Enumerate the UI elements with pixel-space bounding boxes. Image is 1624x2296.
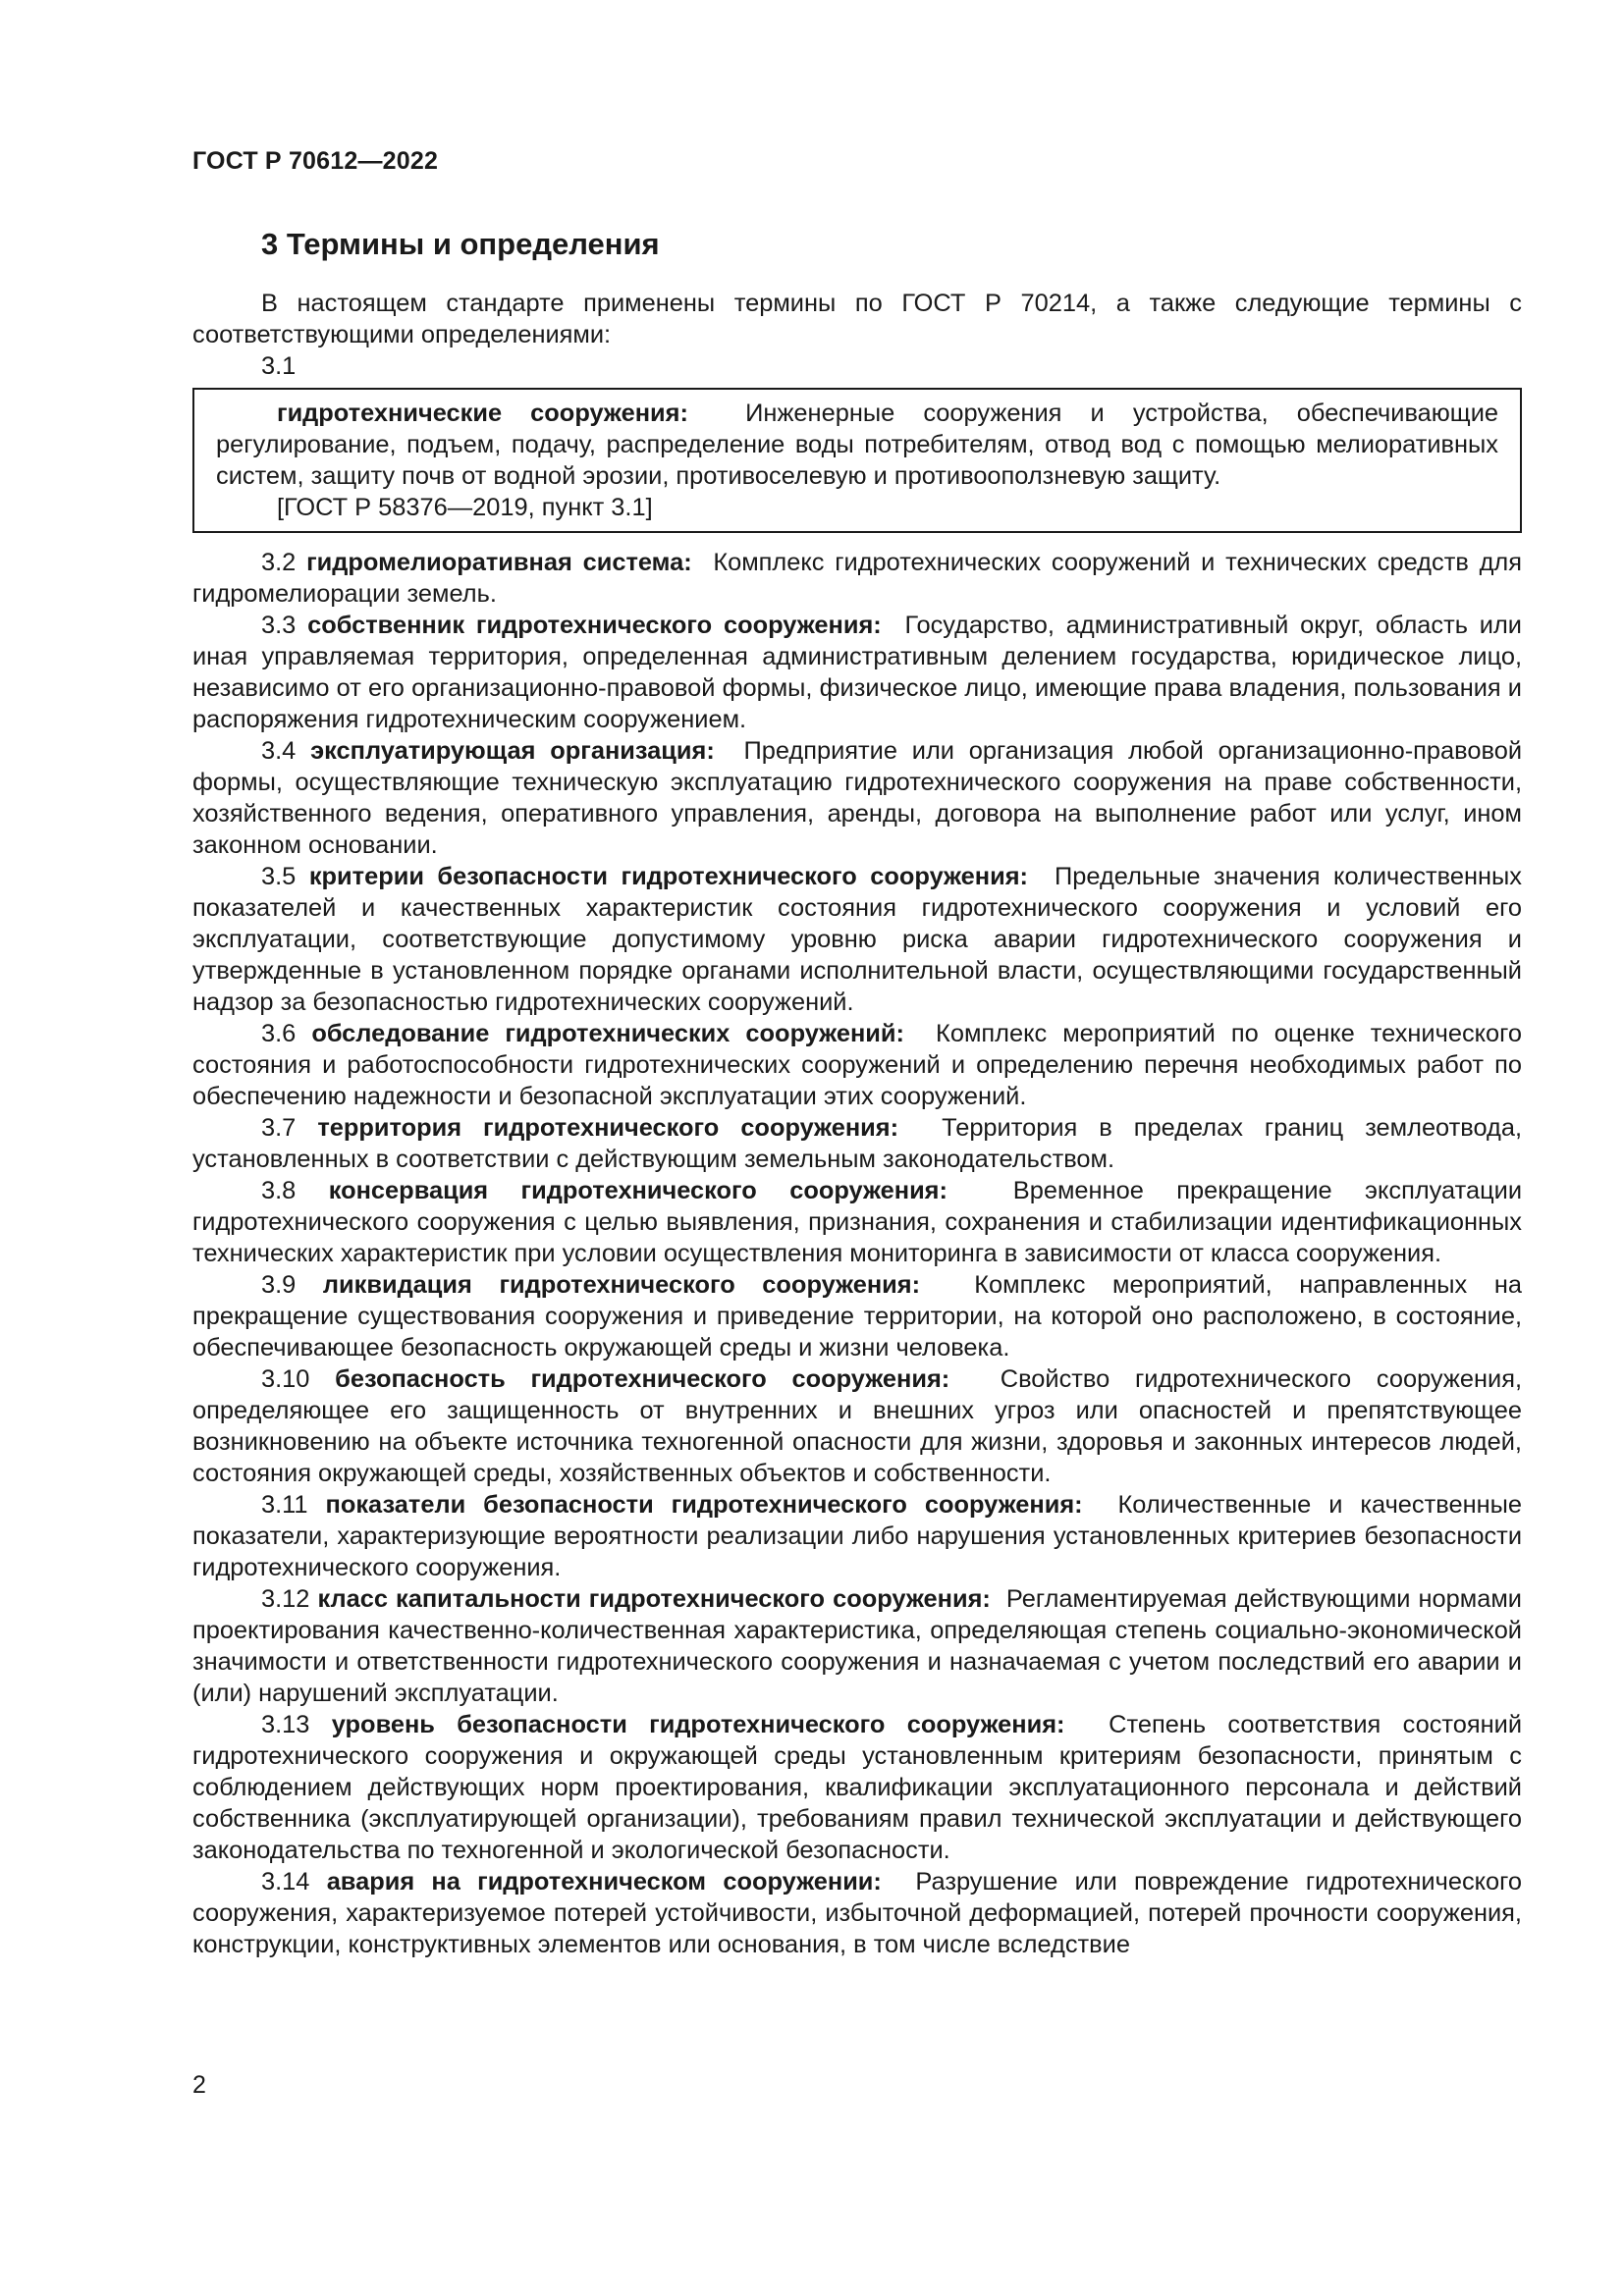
term-label: безопасность гидротехнического сооружения: (335, 1365, 950, 1393)
term-label: обследование гидротехнических сооружений: (311, 1020, 904, 1047)
section-title: 3 Термины и определения (261, 227, 660, 261)
term-number: 3.10 (261, 1365, 310, 1393)
term-number: 3.14 (261, 1868, 310, 1896)
term-entry (192, 1363, 1522, 1489)
term-definition: Разрушение или повреждение гидротехнического сооружения, характеризуемое потерей устойчивости, избыточной деформацией, потерей прочности сооружения, конструкции, конструктивных элементов или основания, в том числе вследствие (192, 1868, 1522, 1958)
term-entry (192, 861, 1522, 1018)
term-entry (192, 1709, 1522, 1866)
term-definition: Государство, административный округ, область или иная управляемая территория, определенная административным делением государства, юридическое лицо, независимо от его организационно-правовой формы, физическое лицо, имеющие права владения, пользования и распоряжения гидротехническим сооружением. (192, 612, 1522, 733)
term-entry (192, 1018, 1522, 1112)
term-definition: Комплекс гидротехнических сооружений и технических средств для гидромелиорации земель. (192, 549, 1522, 608)
term-entry (192, 1175, 1522, 1269)
term-number: 3.7 (261, 1114, 297, 1142)
term-label: показатели безопасности гидротехнического сооружения: (325, 1491, 1083, 1519)
term-number: 3.11 (261, 1491, 308, 1519)
term-entry (192, 1269, 1522, 1363)
term-number: 3.13 (261, 1711, 310, 1738)
term-number: 3.12 (261, 1585, 310, 1613)
framed-term-paragraph (216, 398, 1498, 492)
term-number: 3.6 (261, 1020, 297, 1047)
term-entry (192, 1583, 1522, 1709)
term-definition: Комплекс мероприятий, направленных на прекращение существования сооружения и приведение территории, на которой оно расположено, в состояние, обеспечивающее безопасность окружающей среды и жизни человека. (192, 1271, 1522, 1362)
term-definition: Территория в пределах границ землеотвода, установленных в соответствии с действующим земельным законодательством. (192, 1114, 1523, 1173)
term-entry (192, 735, 1522, 861)
term-definition: Инженерные сооружения и устройства, обеспечивающие регулирование, подъем, подачу, распределение воды потребителям, отвод вод с помощью мелиоративных систем, защиту почв от водной эрозии, противоселевую и противооползневую защиту. (216, 400, 1499, 490)
term-number: 3.5 (261, 863, 297, 890)
term-number: 3.8 (261, 1177, 297, 1204)
term-label: авария на гидротехническом сооружении: (326, 1868, 882, 1896)
term-entry (192, 1112, 1522, 1175)
document-code-header: ГОСТ Р 70612—2022 (192, 147, 439, 175)
term-definition: Количественные и качественные показатели, характеризующие вероятности реализации либо нарушения установленных критериев безопасности гидротехнического сооружения. (192, 1491, 1522, 1581)
term-label: консервация гидротехнического сооружения: (328, 1177, 947, 1204)
term-label: ликвидация гидротехнического сооружения: (322, 1271, 921, 1299)
term-number: 3.2 (261, 549, 297, 576)
page-number: 2 (192, 2071, 206, 2099)
term-reference: [ГОСТ Р 58376—2019, пункт 3.1] (277, 494, 653, 521)
term-entry (192, 1866, 1522, 1960)
term-definition: Предприятие или организация любой организационно-правовой формы, осуществляющие техническую эксплуатацию гидротехнического сооружения на праве собственности, хозяйственного ведения, оперативного управления, аренды, договора на выполнение работ или услуг, ином законном основании. (192, 737, 1522, 859)
term-definition: Комплекс мероприятий по оценке технического состояния и работоспособности гидротехнических сооружений и определению перечня необходимых работ по обеспечению надежности и безопасной эксплуатации этих сооружений. (192, 1020, 1522, 1110)
term-label: территория гидротехнического сооружения: (317, 1114, 899, 1142)
term-entry (192, 1489, 1522, 1583)
term-label: гидротехнические сооружения: (277, 400, 688, 427)
term-number: 3.9 (261, 1271, 297, 1299)
clause-number-3-1: 3.1 (261, 352, 297, 380)
term-label: гидромелиоративная система: (306, 549, 692, 576)
term-label: эксплуатирующая организация: (310, 737, 715, 765)
section-intro: В настоящем стандарте применены термины по ГОСТ Р 70214, а также следующие термины с соответствующими определениями: (192, 290, 1522, 348)
term-label: критерии безопасности гидротехнического сооружения: (308, 863, 1029, 890)
term-definition: Регламентируемая действующими нормами проектирования качественно-количественная характеристика, определяющая степень социально-экономической значимости и ответственности гидротехнического сооружения и назначаемая с учетом последствий его аварии и (или) нарушений эксплуатации. (192, 1585, 1522, 1707)
term-definition: Степень соответствия состояний гидротехнического сооружения и окружающей среды установленным критериям безопасности, принятым с соблюдением действующих норм проектирования, квалификации эксплуатационного персонала и действий собственника (эксплуатирующей организации), требованиям правил технической эксплуатации и действующего законодательства по техногенной и экологической безопасности. (192, 1711, 1523, 1864)
term-label: уровень безопасности гидротехнического сооружения: (331, 1711, 1065, 1738)
term-label: собственник гидротехнического сооружения: (307, 612, 882, 639)
document-page (192, 147, 1522, 1960)
framed-term-definition (192, 388, 1522, 533)
term-definition: Свойство гидротехнического сооружения, определяющее его защищенность от внутренних и внешних угроз или опасностей и препятствующее возникновению на объекте источника техногенной опасности для жизни, здоровья и законных интересов людей, состояния окружающей среды, хозяйственных объектов и собственности. (192, 1365, 1523, 1487)
term-definition: Предельные значения количественных показателей и качественных характеристик состояния гидротехнического сооружения и условий его эксплуатации, соответствующие допустимому уровню риска аварии гидротехнического сооружения и утвержденные в установленном порядке органами исполнительной власти, осуществляющими государственный надзор за безопасностью гидротехнических сооружений. (192, 863, 1523, 1016)
terms-list (192, 547, 1522, 1960)
term-entry (192, 610, 1522, 735)
term-definition: Временное прекращение эксплуатации гидротехнического сооружения с целью выявления, признания, сохранения и стабилизации идентификационных технических характеристик при условии осуществления мониторинга в зависимости от класса сооружения. (192, 1177, 1522, 1267)
term-number: 3.3 (261, 612, 297, 639)
term-number: 3.4 (261, 737, 297, 765)
term-label: класс капитальности гидротехнического сооружения: (317, 1585, 991, 1613)
term-entry (192, 547, 1522, 610)
